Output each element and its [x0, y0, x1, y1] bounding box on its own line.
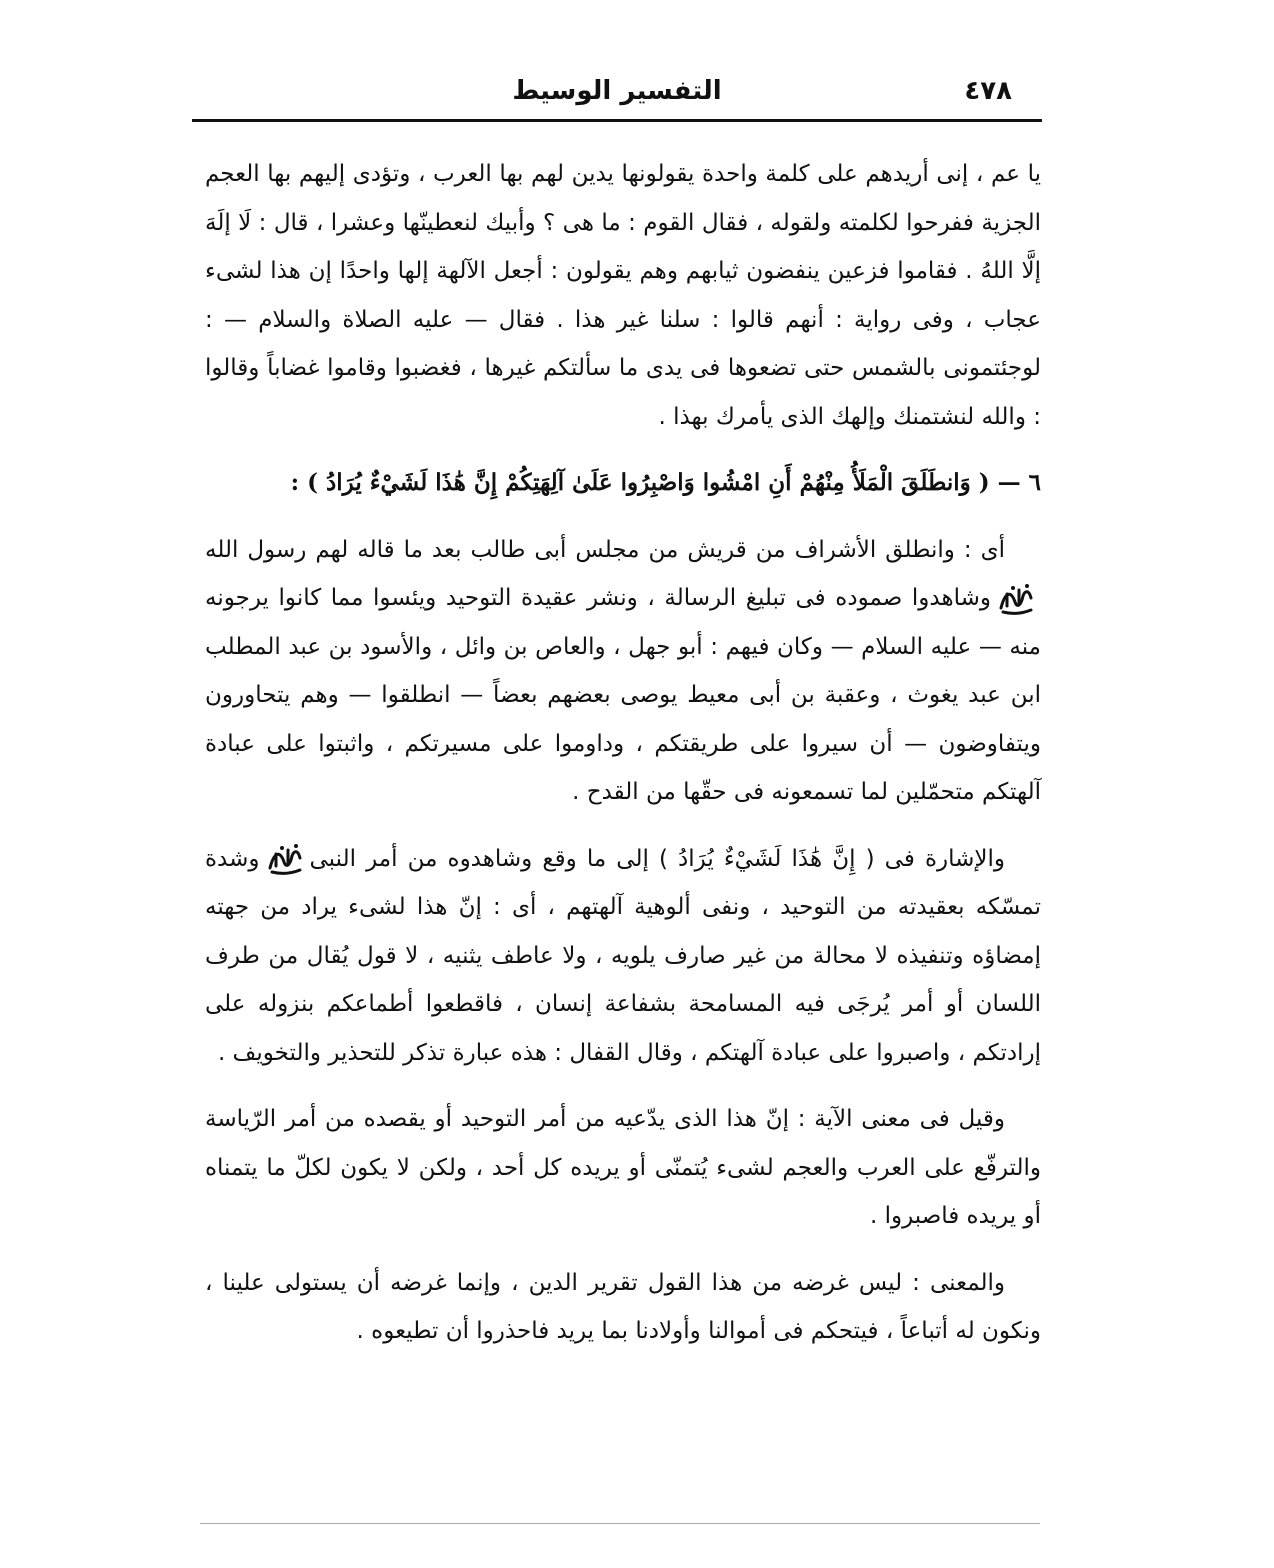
paragraph-4-start: والإشارة فى ( إِنَّ هَٰذَا لَشَيْءٌ يُرَادُ ) إلى ما وقع وشاهدوه من أمر النبى [309, 845, 1005, 872]
paragraph-3 [205, 526, 1041, 817]
paragraph-3-start: أى : وانطلق الأشراف من قريش من مجلس أبى طالب بعد ما قاله لهم رسول الله [205, 536, 1005, 563]
paragraph-5: وقيل فى معنى الآية : إنّ هذا الذى يدّعيه من أمر التوحيد أو يقصده من أمر الرّياسة والترفّع على العرب والعجم لشىء يُتمنّى أو يريده كل أحد ، ولكن لا يكون لكلّ ما يتمناه أو يريده فاصبروا . [205, 1106, 1041, 1229]
salla-allahu-alayhi-wa-sallam-icon [266, 842, 304, 876]
paragraph-1: يا عم ، إنى أريدهم على كلمة واحدة يقولونها يدين لهم بها العرب ، وتؤدى إليهم بها العجم الجزية ففرحوا لكلمته ولقوله ، فقال القوم : ما هى ؟ وأبيك لنعطينّها وعشرا ، قال : لَا إلَهَ إلَّا اللهُ . فقاموا فزعين ينفضون ثيابهم وهم يقولون : أجعل الآلهة إلها واحدًا إن هذا لشىء عجاب ، وفى رواية : أنهم قالوا : سلنا غير هذا . فقال — عليه الصلاة والسلام — : لوجئتمونى بالشمس حتى تضعوها فى يدى ما سألتكم غيرها ، فغضبوا وقاموا غضاباً وقالوا : والله لنشتمنك وإلهك الذى يأمرك بهذا . [205, 161, 1041, 430]
page-body [205, 150, 1041, 1356]
page-number: ٤٧٨ [964, 76, 1012, 106]
paragraph-6: والمعنى : ليس غرضه من هذا القول تقرير الدين ، وإنما غرضه أن يستولى علينا ، ونكون له أتباعاً ، فيتحكم فى أموالنا وأولادنا بما يريد فاحذروا أن تطيعوه . [205, 1269, 1041, 1344]
paragraph-4 [205, 835, 1041, 1078]
paragraph-4-rest: وشدة تمسّكه بعقيدته من التوحيد ، ونفى ألوهية آلهتهم ، أى : إنّ هذا لشىء يراد من جهته إمضاؤه وتنفيذه لا محالة من غير صارف يلويه ، ولا عاطف يثنيه ، لا قول يُقال من طرف اللسان أو أمر يُرجَى فيه المسامحة بشفاعة إنسان ، فاقطعوا أطماعكم بنزوله على إرادتكم ، واصبروا على عبادة آلهتكم ، وقال القفال : هذه عبارة تذكر للتحذير والتخويف . [205, 845, 1041, 1066]
verse-heading: ٦ — ( وَانطَلَقَ الْمَلَأُ مِنْهُمْ أَنِ امْشُوا وَاصْبِرُوا عَلَىٰ آلِهَتِكُمْ إِنَّ هَٰذَا لَشَيْءٌ يُرَادُ ) : [290, 469, 1041, 496]
salla-allahu-alayhi-wa-sallam-icon [997, 582, 1035, 616]
bottom-scan-line [200, 1523, 1040, 1524]
page-header [192, 72, 1042, 118]
header-rule [192, 119, 1042, 122]
running-title: التفسير الوسيط [512, 76, 722, 106]
paragraph-3-rest: وشاهدوا صموده فى تبليغ الرسالة ، ونشر عقيدة التوحيد ويئسوا مما كانوا يرجونه منه — عليه السلام — وكان فيهم : أبو جهل ، والعاص بن وائل ، والأسود بن عبد المطلب ابن عبد يغوث ، وعقبة بن أبى معيط يوصى بعضهم بعضاً — انطلقوا — وهم يتحاورون ويتفاوضون — أن سيروا على طريقتكم ، وداوموا على مسيرتكم ، واثبتوا على عبادة آلهتكم متحمّلين لما تسمعونه فى حقّها من القدح . [205, 585, 1041, 805]
